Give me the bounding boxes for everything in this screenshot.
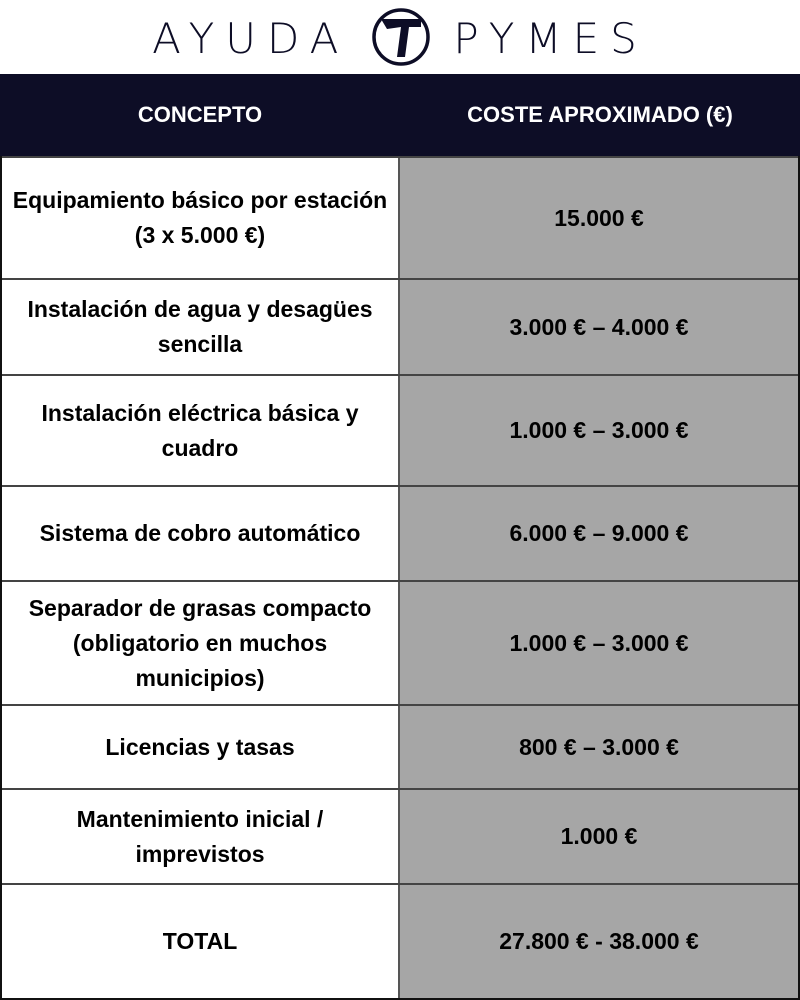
concept-cell: Separador de grasas compacto (obligatorio en muchos municipios) [2, 582, 400, 704]
table-row [2, 788, 798, 883]
table-header [0, 74, 800, 156]
cost-cell: 800 € – 3.000 € [400, 706, 798, 788]
concept-cell: Licencias y tasas [2, 706, 400, 788]
brand-logo [0, 0, 800, 74]
cost-cell: 15.000 € [400, 158, 798, 278]
concept-cell: Instalación eléctrica básica y cuadro [2, 376, 400, 485]
total-label: TOTAL [2, 885, 400, 998]
circle-t-icon [371, 7, 431, 67]
cost-table [0, 156, 800, 1000]
table-row [2, 278, 798, 374]
table-row [2, 485, 798, 580]
cost-cell: 1.000 € – 3.000 € [400, 582, 798, 704]
header-coste: COSTE APROXIMADO (€) [467, 102, 733, 127]
table-row [2, 156, 798, 278]
cost-cell: 3.000 € – 4.000 € [400, 280, 798, 374]
concept-cell: Sistema de cobro automático [2, 487, 400, 580]
logo-word-ayuda: AYUDA [152, 14, 350, 63]
cost-cell: 1.000 € – 3.000 € [400, 376, 798, 485]
logo-word-pymes: PYMES [453, 14, 648, 63]
table-row [2, 374, 798, 485]
header-concepto: CONCEPTO [137, 102, 263, 127]
total-cost: 27.800 € - 38.000 € [400, 885, 798, 998]
table-row-total [2, 883, 798, 998]
table-row [2, 580, 798, 704]
cost-cell: 1.000 € [400, 790, 798, 883]
table-row [2, 704, 798, 788]
concept-cell: Mantenimiento inicial / imprevistos [2, 790, 400, 883]
concept-cell: Instalación de agua y desagües sencilla [2, 280, 400, 374]
cost-cell: 6.000 € – 9.000 € [400, 487, 798, 580]
concept-cell: Equipamiento básico por estación (3 x 5.000 €) [2, 158, 400, 278]
